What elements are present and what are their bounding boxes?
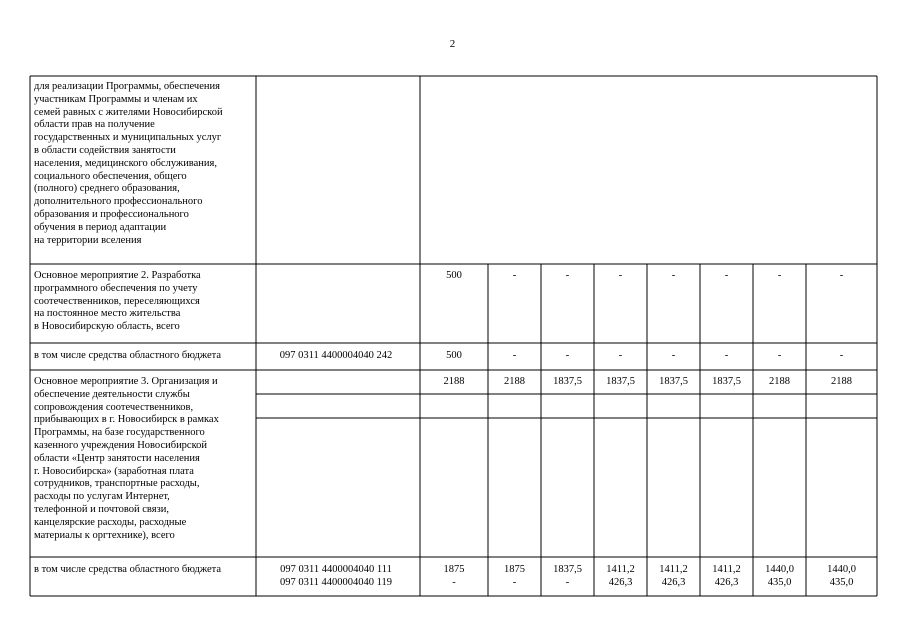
value-cell: 2188 (831, 376, 852, 387)
value-cell: - (618, 270, 623, 281)
value-cell: 1837,5 (712, 376, 741, 387)
budget-code: 097 0311 4400004040 111 097 0311 4400004040 119 (279, 564, 393, 588)
value-cell: - (777, 350, 782, 361)
budget-code: 097 0311 4400004040 242 (279, 350, 393, 361)
value-cell: 1837,5 (553, 376, 582, 387)
value-cell: 1837,5 (606, 376, 635, 387)
row-description: Основное мероприятие 3. Организация и обеспечение деятельности службы сопровождения соотечественников, прибывающих в г. Новосибирск в рамках Программы, на базе государственного казенного учреждения Новосибирской области «Центр занятости населения г. Новосибирска» (заработная плата сотрудников, транспортные расходы, расходы по услугам Интернет, телефонной и почтовой связи, канцелярские расходы, расходные материалы к оргтехнике), всего (34, 376, 219, 541)
value-cell: - (565, 270, 570, 281)
value-cell: 1875 - (443, 564, 465, 588)
value-cell: 2188 (769, 376, 790, 387)
value-cell: 1440,0 435,0 (765, 564, 794, 588)
value-cell: - (839, 270, 844, 281)
value-cell: 500 (446, 350, 462, 361)
value-cell: 1411,2 426,3 (606, 564, 635, 588)
row-description: в том числе средства областного бюджета (34, 564, 221, 575)
value-cell: - (565, 350, 570, 361)
value-cell: - (512, 350, 517, 361)
value-cell: - (618, 350, 623, 361)
value-cell: 2188 (504, 376, 525, 387)
value-cell: 2188 (443, 376, 465, 387)
value-cell: - (671, 350, 676, 361)
value-cell: 1440,0 435,0 (827, 564, 856, 588)
value-cell: - (839, 350, 844, 361)
value-cell: 1837,5 (659, 376, 688, 387)
value-cell: - (724, 270, 729, 281)
value-cell: 1875 - (504, 564, 525, 588)
page-number: 2 (449, 38, 456, 50)
value-cell: 500 (446, 270, 462, 281)
row-description: в том числе средства областного бюджета (34, 350, 221, 361)
row-description: Основное мероприятие 2. Разработка программного обеспечения по учету соотечественников, переселяющихся на постоянное место жительства в Новосибирскую область, всего (34, 270, 201, 333)
value-cell: - (777, 270, 782, 281)
value-cell: - (671, 270, 676, 281)
value-cell: 1837,5 - (553, 564, 582, 588)
value-cell: 1411,2 426,3 (659, 564, 688, 588)
value-cell: - (724, 350, 729, 361)
row-description: для реализации Программы, обеспечения участникам Программы и членам их семей равных с жителями Новосибирской области прав на получение государственных и муниципальных услуг в области содействия занятости населения, медицинского обслуживания, социального обеспечения, общего (полного) среднего образования, дополнительного профессионального образования и профессионального обучения в период адаптации на территории вселения (34, 81, 223, 246)
value-cell: 1411,2 426,3 (712, 564, 741, 588)
value-cell: - (512, 270, 517, 281)
